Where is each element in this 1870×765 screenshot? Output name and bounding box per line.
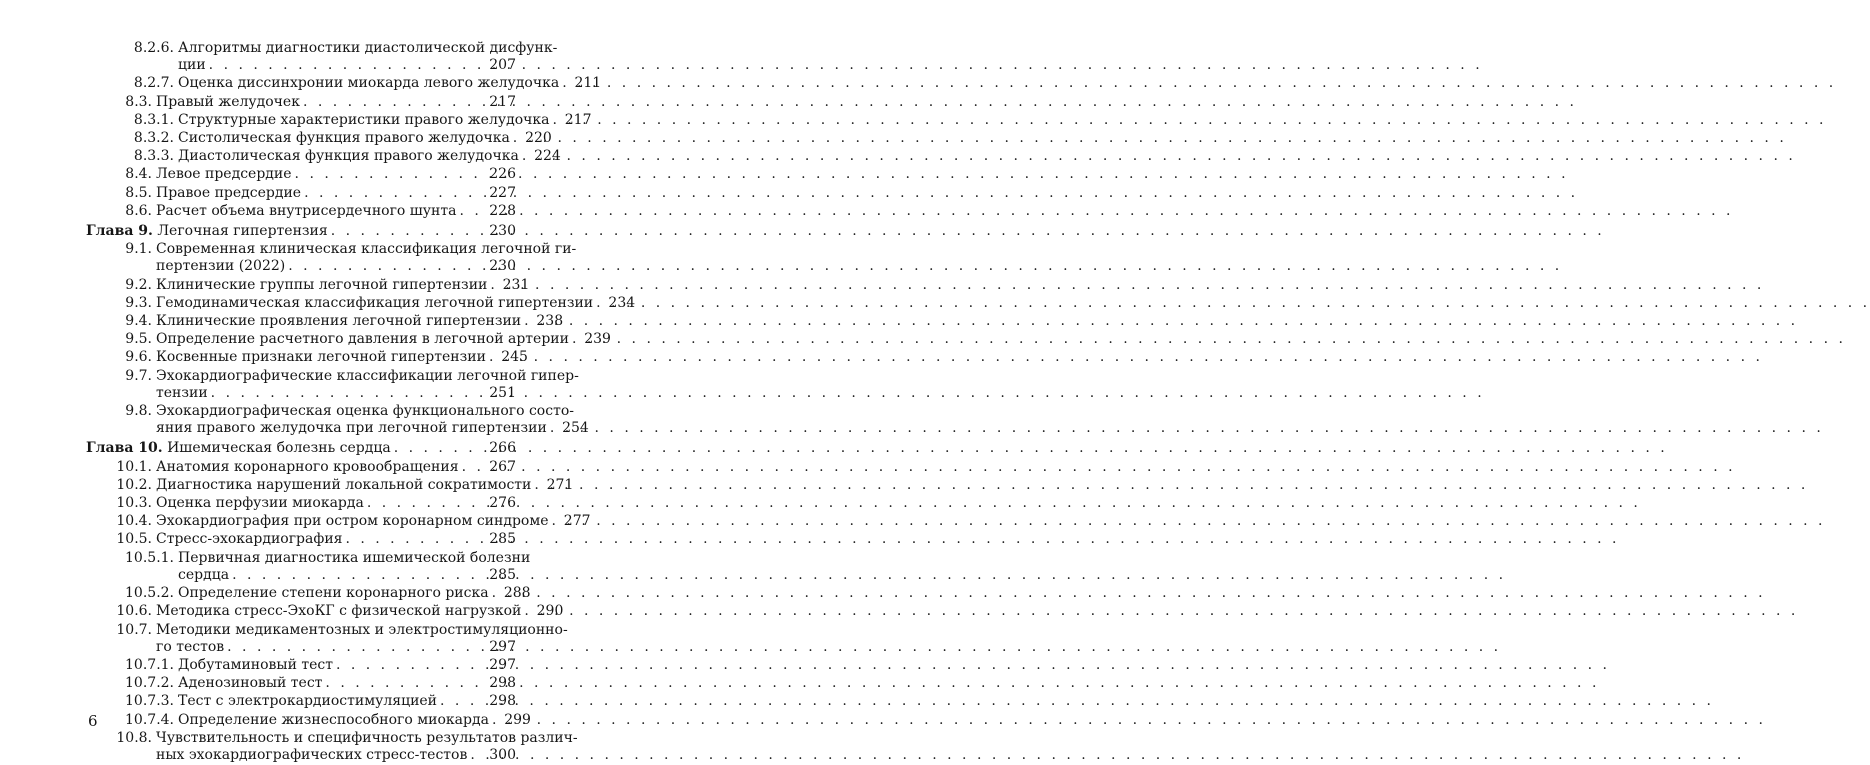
toc-entry-title: Оценка диссинхронии миокарда левого желудочка [178, 75, 560, 92]
toc-entry-title: Клинические проявления легочной гипертензии [156, 313, 522, 330]
toc-entry-number: 10.7. [116, 621, 152, 638]
toc-entry-last-line [156, 258, 516, 275]
toc-page-number: 297 [489, 656, 516, 673]
toc-page-number: 251 [489, 384, 516, 401]
toc-page-number: 211 [574, 75, 602, 92]
toc-entry-number: 10.5. [116, 531, 152, 548]
toc-entry[interactable] [86, 294, 636, 312]
toc-entry-last-line [178, 111, 592, 129]
toc-entry[interactable] [86, 367, 579, 402]
toc-entry-body [156, 294, 636, 312]
toc-page-number: 224 [534, 148, 561, 165]
dot-leader [534, 477, 542, 494]
toc-entry-body [156, 476, 574, 494]
toc-entry-last-line [156, 476, 574, 494]
toc-entry-number: 8.2.7. [133, 75, 174, 92]
toc-entry-last-line [156, 203, 516, 220]
toc-page-number: 217 [489, 93, 516, 110]
chapter-label: Глава 10. [86, 440, 163, 457]
toc-entry-last-line [156, 185, 516, 202]
toc-page-number: 297 [489, 638, 516, 655]
toc-page-number: 231 [502, 276, 530, 293]
toc-entry[interactable] [86, 693, 516, 710]
toc-page-number: 285 [489, 566, 516, 583]
book-page [0, 0, 636, 763]
toc-entry-number: 10.2. [116, 476, 152, 493]
toc-entry-number: 10.7.2. [125, 675, 174, 692]
toc-entry-number: 9.3. [125, 294, 152, 311]
toc-entry[interactable] [86, 585, 531, 602]
toc-entry-body [178, 675, 516, 692]
toc-entry-number: 8.4. [125, 166, 152, 183]
toc-entry-body [156, 729, 578, 764]
toc-entry-title: Косвенные признаки легочной гипертензии [156, 349, 486, 366]
toc-entry-last-line [156, 495, 516, 512]
toc-page-number: 277 [563, 513, 591, 530]
toc-entry-number: 10.7.4. [125, 711, 174, 728]
dot-leader [331, 223, 485, 240]
toc-entry-last-line [86, 223, 516, 240]
dot-leader [459, 203, 485, 220]
toc-entry-line: Чувствительность и специфичность результатов различ- [156, 729, 578, 746]
dot-leader [524, 313, 532, 330]
toc-entry[interactable] [86, 495, 516, 512]
toc-entry-number: 8.3. [125, 93, 152, 110]
toc-entry-title: Правое предсердие [156, 184, 302, 201]
dot-leader [562, 75, 570, 92]
toc-entry-title: яния правого желудочка при легочной гипертензии [156, 420, 547, 437]
toc-page-number: 298 [489, 675, 516, 692]
dot-leader [440, 693, 485, 710]
toc-entry-number: 10.3. [116, 495, 152, 512]
toc-entry-number: 10.6. [116, 603, 152, 620]
toc-entry-number: 10.8. [116, 729, 152, 746]
dot-leader [304, 185, 485, 202]
toc-entry[interactable] [86, 313, 564, 330]
toc-entry[interactable] [86, 711, 531, 729]
toc-entry-title: ции [178, 57, 206, 74]
toc-entry-last-line [178, 57, 516, 74]
toc-entry-body [156, 621, 568, 656]
toc-entry[interactable] [86, 729, 578, 764]
toc-entry-number: 10.4. [116, 513, 152, 530]
dot-leader [552, 513, 560, 530]
dot-leader [524, 603, 532, 620]
toc-entry-title: Клинические группы легочной гипертензии [156, 276, 488, 293]
toc-entry[interactable] [86, 403, 589, 437]
toc-entry-last-line [156, 531, 516, 548]
dot-leader [492, 585, 500, 602]
toc-page-number: 234 [608, 294, 636, 311]
dot-leader [345, 531, 485, 548]
toc-entry[interactable] [86, 276, 530, 294]
toc-entry-line: Эхокардиографическая оценка функционального состо- [156, 403, 574, 420]
toc-entry-body [156, 166, 516, 183]
page-number: 6 [88, 712, 98, 730]
toc-entry-title: Методика стресс-ЭхоКГ с физической нагрузкой [156, 603, 522, 620]
toc-page-number: 238 [536, 313, 564, 330]
toc-page-number: 254 [562, 420, 589, 437]
toc-entry-title: ных эхокардиографических стресс-тестов [156, 746, 468, 763]
toc-entry-last-line [178, 567, 516, 584]
dot-leader [209, 57, 485, 74]
toc-entry[interactable] [86, 203, 516, 220]
toc-entry-number: 8.3.1. [133, 111, 174, 128]
toc-entry-title: Аденозиновый тест [178, 675, 323, 692]
toc-entry-number: 10.1. [116, 458, 152, 475]
toc-entry-number: 10.5.1. [125, 549, 174, 566]
toc-entry-title: сердца [178, 566, 230, 583]
toc-entry-number: 8.2.6. [133, 40, 174, 56]
toc-page-number: 266 [489, 440, 516, 457]
toc-entry-number: 8.3.3. [133, 148, 174, 165]
toc-entry-title: Анатомия коронарного кровообращения [156, 458, 459, 475]
toc-entry-last-line [178, 657, 516, 674]
toc-entry-title: Систолическая функция правого желудочка [178, 130, 510, 147]
toc-entry-title: Стресс-эхокардиография [156, 531, 343, 548]
toc-entry[interactable] [86, 657, 516, 674]
table-of-contents [86, 40, 636, 765]
toc-entry[interactable] [86, 513, 591, 530]
dot-leader [596, 295, 604, 312]
toc-entry-number: 10.5.2. [125, 585, 174, 602]
toc-entry[interactable] [86, 40, 558, 74]
toc-entry-number: 9.6. [125, 349, 152, 366]
dot-leader [522, 148, 530, 165]
toc-entry-title: Диастолическая функция правого желудочка [178, 148, 519, 165]
dot-leader [462, 459, 485, 476]
toc-entry-body [156, 495, 516, 512]
dot-leader [513, 130, 521, 147]
toc-entry[interactable] [86, 166, 516, 183]
toc-entry-body [156, 403, 589, 437]
toc-entry-body [156, 313, 564, 330]
toc-page-number: 227 [489, 184, 516, 201]
toc-entry[interactable] [86, 148, 561, 165]
toc-entry-body [178, 111, 592, 129]
dot-leader [288, 258, 485, 275]
toc-entry-number: 10.7.3. [125, 693, 174, 710]
toc-page-number: 217 [564, 111, 592, 128]
toc-entry-number: 9.2. [125, 276, 152, 293]
toc-entry-last-line [156, 331, 611, 348]
toc-entry[interactable] [86, 75, 602, 92]
toc-entry-title: Тест с электрокардиостимуляцией [178, 693, 438, 710]
toc-entry-last-line [156, 94, 516, 111]
toc-entry-title: Определение степени коронарного риска [178, 585, 489, 602]
chapter-label: Глава 9. [86, 223, 153, 240]
dot-leader [227, 639, 485, 656]
toc-entry-last-line [156, 166, 516, 183]
dot-leader [367, 495, 485, 512]
toc-entry[interactable] [86, 349, 528, 366]
toc-entry-last-line [178, 675, 516, 692]
toc-entry[interactable] [86, 531, 516, 548]
toc-entry-title: Ишемическая болезнь сердца [167, 440, 391, 457]
dot-leader [394, 440, 485, 457]
toc-entry-body [156, 349, 528, 366]
toc-entry-title: Диагностика нарушений локальной сократимости [156, 476, 532, 493]
toc-entry-last-line [156, 459, 516, 476]
toc-entry-body [178, 693, 516, 710]
toc-page-number: 245 [501, 349, 528, 366]
toc-chapter[interactable] [86, 440, 516, 457]
toc-entry-body [156, 459, 516, 476]
toc-page-number: 288 [503, 585, 531, 602]
toc-page-number: 299 [504, 711, 531, 728]
toc-page-number: 285 [489, 531, 516, 548]
toc-entry-title: Легочная гипертензия [157, 223, 328, 240]
toc-page-number: 271 [546, 476, 574, 493]
toc-entry-body [178, 130, 552, 147]
toc-entry-line: Современная клиническая классификация легочной ги- [156, 241, 577, 258]
toc-entry-last-line [156, 603, 564, 620]
toc-entry[interactable] [86, 241, 577, 275]
toc-page-number: 207 [489, 57, 516, 74]
dot-leader [550, 420, 558, 437]
toc-entry-title: Оценка перфузии миокарда [156, 495, 364, 512]
dot-leader [336, 657, 485, 674]
toc-entry-title: Добутаминовый тест [178, 656, 333, 673]
toc-entry-body [156, 185, 516, 202]
toc-page-number: 226 [489, 166, 516, 183]
toc-entry[interactable] [86, 459, 516, 476]
toc-entry-line: Методики медикаментозных и электростимуляционно- [156, 621, 568, 638]
toc-entry-last-line [178, 75, 602, 92]
toc-entry-title: Расчет объема внутрисердечного шунта [156, 202, 457, 219]
toc-entry-body [156, 513, 591, 530]
toc-entry-last-line [178, 693, 516, 710]
dot-leader [572, 331, 580, 348]
toc-entry-number: 9.8. [125, 403, 152, 420]
toc-entry[interactable] [86, 331, 611, 348]
toc-entry-number: 9.4. [125, 313, 152, 330]
toc-entry-title: пертензии (2022) [156, 258, 286, 275]
toc-entry-body [178, 148, 561, 165]
toc-page-number: 230 [489, 258, 516, 275]
toc-entry[interactable] [86, 603, 564, 620]
toc-entry-body [178, 711, 531, 729]
toc-entry-number: 9.7. [125, 367, 152, 384]
toc-entry-body [178, 585, 531, 602]
toc-entry-last-line [156, 349, 528, 366]
toc-entry-last-line [86, 440, 516, 457]
toc-entry-last-line [156, 747, 516, 764]
toc-entry-body [156, 367, 579, 402]
toc-page-number: 300 [489, 746, 516, 763]
toc-entry-body [178, 75, 602, 92]
toc-entry-number: 10.7.1. [125, 656, 174, 673]
toc-entry-last-line [156, 420, 589, 437]
toc-entry-number: 9.1. [125, 241, 152, 258]
toc-entry-body [156, 276, 530, 294]
toc-entry-body [178, 40, 558, 74]
dot-leader [492, 712, 500, 729]
toc-entry-last-line [156, 294, 636, 312]
toc-entry-body [156, 241, 577, 275]
toc-page-number: 290 [536, 603, 564, 620]
toc-page-number: 276 [489, 495, 516, 512]
toc-entry-number: 9.5. [125, 331, 152, 348]
dot-leader [303, 94, 485, 111]
toc-entry-title: Эхокардиография при остром коронарном синдроме [156, 513, 549, 530]
toc-entry-last-line [156, 513, 591, 530]
toc-entry-body [156, 331, 611, 348]
toc-entry[interactable] [86, 130, 552, 147]
toc-page-number: 220 [525, 130, 552, 147]
toc-entry-last-line [156, 639, 516, 656]
toc-entry-body [178, 657, 516, 674]
dot-leader [211, 385, 485, 402]
toc-entry[interactable] [86, 111, 592, 129]
toc-entry-title: Определение жизнеспособного миокарда [178, 711, 489, 728]
toc-page-number: 267 [489, 458, 516, 475]
toc-entry-last-line [178, 585, 531, 602]
toc-entry-body [156, 531, 516, 548]
toc-entry-title: Правый желудочек [156, 93, 300, 110]
toc-entry-body [156, 203, 516, 220]
toc-entry-line: Алгоритмы диагностики диастолической дисфунк- [178, 40, 558, 56]
toc-entry-last-line [156, 313, 564, 330]
toc-entry[interactable] [86, 94, 516, 111]
toc-page-number: 239 [584, 331, 611, 348]
toc-entry-body [178, 549, 531, 584]
dot-leader [295, 166, 485, 183]
toc-entry-last-line [156, 385, 516, 402]
toc-entry-title: го тестов [156, 638, 225, 655]
toc-entry-last-line [178, 148, 561, 165]
toc-chapter[interactable] [86, 223, 516, 240]
toc-entry-body [86, 440, 516, 457]
toc-entry-last-line [178, 130, 552, 147]
toc-entry-last-line [156, 276, 530, 294]
toc-entry[interactable] [86, 549, 531, 584]
toc-page-number: 298 [489, 693, 516, 710]
toc-entry-title: Определение расчетного давления в легочной артерии [156, 331, 569, 348]
toc-entry-number: 8.5. [125, 184, 152, 201]
toc-entry-line: Первичная диагностика ишемической болезни [178, 549, 531, 566]
toc-page-number: 228 [489, 202, 516, 219]
toc-page-number: 230 [489, 223, 516, 240]
toc-entry-title: тензии [156, 384, 208, 401]
toc-entry-title: Структурные характеристики правого желудочка [178, 111, 550, 128]
dot-leader [553, 112, 561, 129]
toc-entry-title: Гемодинамическая классификация легочной гипертензии [156, 294, 594, 311]
toc-entry-body [86, 223, 516, 240]
toc-entry-title: Левое предсердие [156, 166, 292, 183]
toc-entry-number: 8.3.2. [133, 130, 174, 147]
dot-leader [490, 277, 498, 294]
dot-leader [470, 747, 485, 764]
dot-leader [489, 349, 497, 366]
dot-leader [325, 675, 485, 692]
toc-entry-body [156, 603, 564, 620]
toc-entry-body [156, 94, 516, 111]
toc-entry[interactable] [86, 476, 574, 494]
toc-entry-number: 8.6. [125, 202, 152, 219]
toc-entry[interactable] [86, 185, 516, 202]
toc-entry-line: Эхокардиографические классификации легочной гипер- [156, 367, 579, 384]
toc-entry[interactable] [86, 675, 516, 692]
dot-leader [232, 567, 485, 584]
toc-entry[interactable] [86, 621, 568, 656]
toc-entry-last-line [178, 711, 531, 729]
